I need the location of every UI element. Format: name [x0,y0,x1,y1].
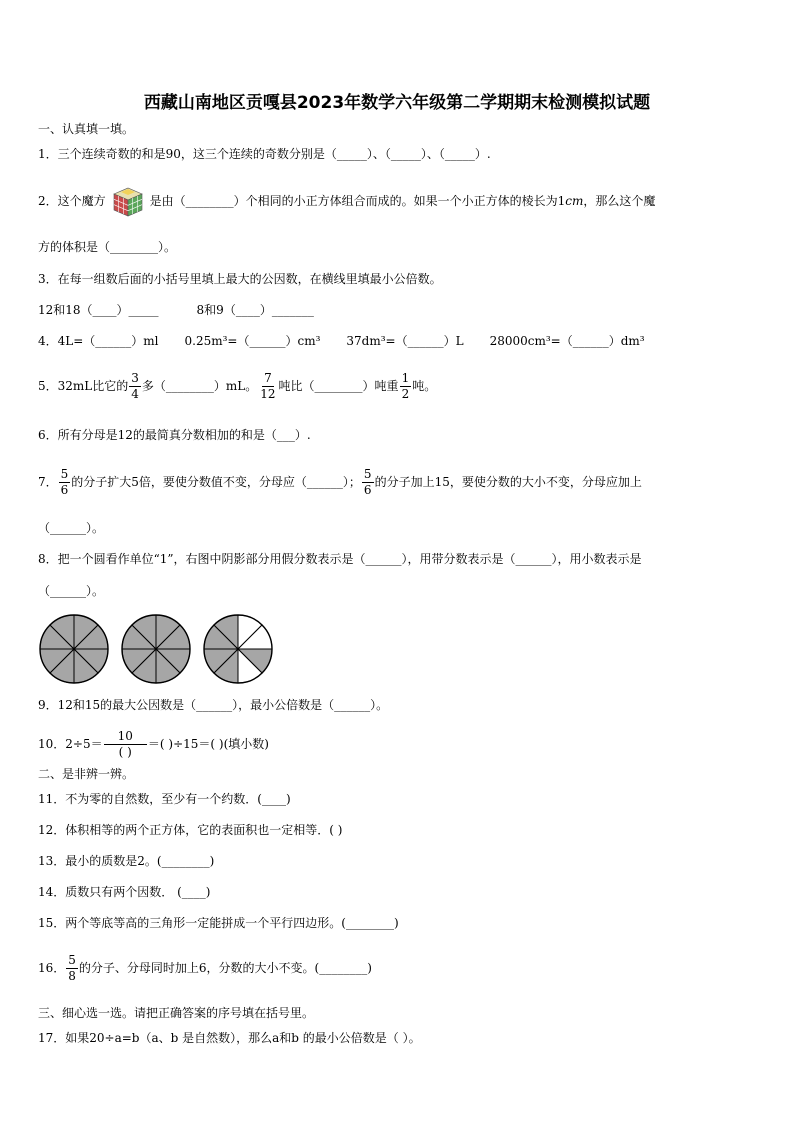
section-3-heading: 三、细心选一选。请把正确答案的序号填在括号里。 [38,1006,315,1020]
question-16 [38,948,372,988]
fraction-ten-over-blank: $\frac{10}{( )}$ [104,729,147,760]
fraction-five-sixths-b: $\frac{5}{6}$ [363,467,372,497]
question-2-unit: cm [565,194,584,208]
question-5-text-d: 吨。 [412,379,437,393]
question-7-text-b: 的分子加上15，要使分数的大小不变，分母应加上 [374,475,642,489]
question-5-text-a: 5．32mL比它的 [38,379,129,393]
question-5-text-b: 多（________）mL。 [141,379,258,393]
fraction-circle-3 [204,615,272,683]
question-13: 13．最小的质数是2。(________) [38,854,215,868]
question-4 [38,332,645,350]
question-3: 3．在每一组数后面的小括号里填上最大的公因数，在横线里填最小公倍数。 [38,272,442,286]
page-title: 西藏山南地区贡嘎县2023年数学六年级第二学期期末检测模拟试题 [143,93,651,113]
question-2-text-c: ，那么这个魔 [583,194,656,208]
question-15: 15．两个等底等高的三角形一定能拼成一个平行四边形。(________) [38,916,399,930]
question-1: 1．三个连续奇数的和是90，这三个连续的奇数分别是（_____）、（_____）、（_____）. [38,147,491,161]
fraction-three-quarters: $\frac{3}{4}$ [131,371,139,401]
question-10-text-b: ＝( )÷15＝( )(填小数) [147,737,269,751]
question-3-pair-2: 8和9（____）_______ [196,303,314,317]
question-4-part-1: 4．4L=（______）ml [38,334,159,348]
question-4-part-2: 0.25m³=（______）cm³ [184,334,321,348]
question-3-pairs [38,301,314,319]
question-9: 9．12和15的最大公因数是（______），最小公倍数是（______）。 [38,698,389,712]
question-8-line-2: （______）。 [38,584,105,598]
question-2-text-a: 2．这个魔方 [38,194,106,208]
question-16-text: 的分子、分母同时加上6，分数的大小不变。(________) [78,961,372,975]
fraction-circle-2 [122,615,190,683]
question-14: 14．质数只有两个因数． (____) [38,885,211,899]
question-4-part-3: 37dm³=（______）L [346,334,464,348]
question-2-line-2: 方的体积是（________）。 [38,240,177,254]
question-5-text-c: 吨比（________）吨重 [278,379,399,393]
question-7 [38,462,642,502]
question-4-part-4: 28000cm³=（______）dm³ [489,334,645,348]
question-2-text-b: 是由（________）个相同的小正方体组合而成的。如果一个小正方体的棱长为1 [149,194,566,208]
fraction-circles-figure [38,612,278,686]
question-8: 8．把一个圆看作单位“1”，右图中阴影部分用假分数表示是（______），用带分数表示是（______），用小数表示是 [38,552,642,566]
question-7-text-a: 的分子扩大5倍，要使分数值不变，分母应（______）； [71,475,361,489]
section-2-heading: 二、是非辨一辨。 [38,767,135,781]
section-1-heading: 一、认真填一填。 [38,122,135,136]
fraction-five-eighths: $\frac{5}{8}$ [68,953,76,983]
question-5 [38,366,436,406]
question-10-text-a: 10．2÷5＝ [38,737,103,751]
question-17: 17．如果20÷a=b（a、b 是自然数），那么a和b 的最小公倍数是（ ）。 [38,1031,421,1045]
question-10 [38,724,269,764]
question-3-pair-1: 12和18（____）_____ [38,303,159,317]
fraction-circle-1 [40,615,108,683]
question-7-line-2: （______）。 [38,521,105,535]
question-7-number: 7． [38,475,58,489]
fraction-one-half: $\frac{1}{2}$ [401,371,410,401]
question-6: 6．所有分母是12的最简真分数相加的和是（___）. [38,428,311,442]
question-2 [38,184,655,218]
question-16-number: 16． [38,961,66,975]
question-12: 12．体积相等的两个正方体，它的表面积也一定相等．( ) [38,823,343,837]
fraction-five-sixths-a: $\frac{5}{6}$ [60,467,69,497]
fraction-seven-twelfths: $\frac{7}{12}$ [260,371,276,401]
question-11: 11．不为零的自然数，至少有一个约数．(____) [38,792,291,806]
rubiks-cube-image [112,186,144,218]
